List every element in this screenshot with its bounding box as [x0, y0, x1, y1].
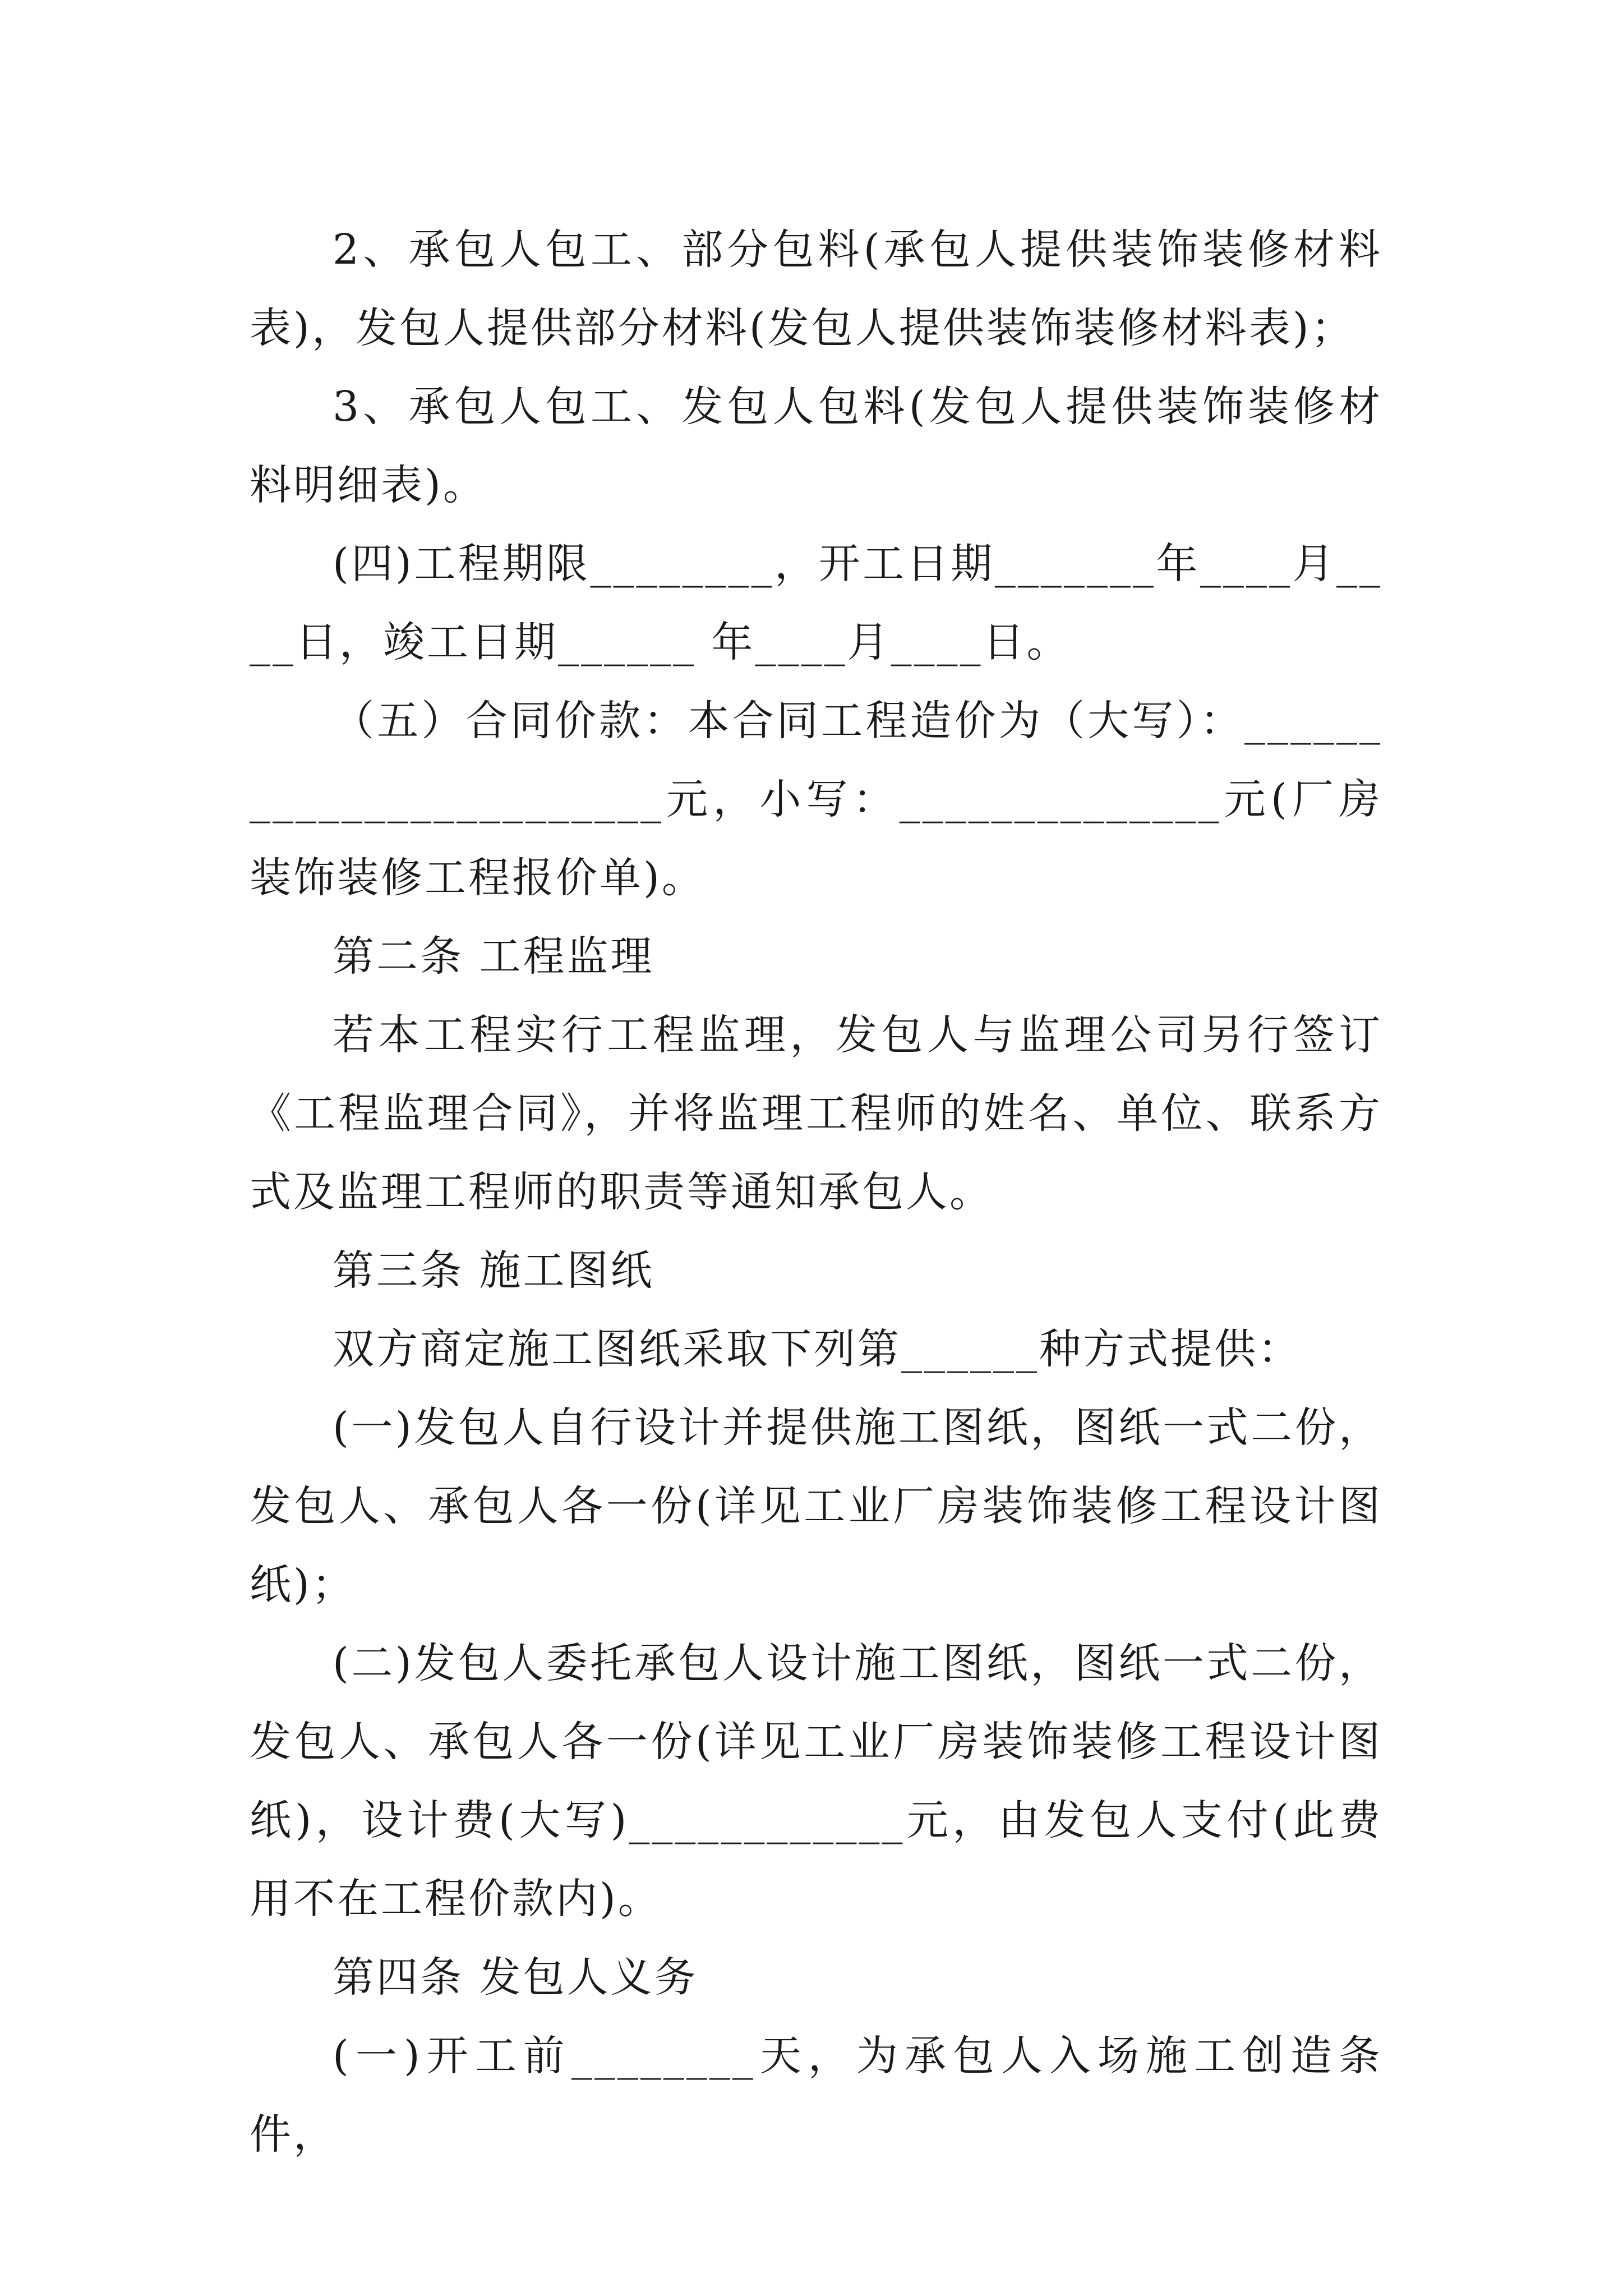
heading-article-4: 第四条 发包人义务 [333, 1953, 698, 2001]
paragraph-drawing-option-2: (二)发包人委托承包人设计施工图纸，图纸一式二份，发包人、承包人各一份(详见工业厂房装饰装修工程设计图纸)，设计费(大写)____________元，由发包人支付(此费用不在工程价款内)。 [250, 1639, 1382, 1923]
paragraph-employer-duty-1: (一)开工前________天，为承包人入场施工创造条件， [250, 2032, 1382, 2159]
document-body [250, 210, 1382, 2174]
paragraph-drawing-option-1: (一)发包人自行设计并提供施工图纸，图纸一式二份，发包人、承包人各一份(详见工业厂房装饰装修工程设计图纸)； [250, 1404, 1382, 1609]
paragraph-drawing-method: 双方商定施工图纸采取下列第______种方式提供： [333, 1325, 1302, 1373]
paragraph-material-option-2: 2、承包人包工、部分包料(承包人提供装饰装修材料表)，发包人提供部分材料(发包人提供装饰装修材料表)； [250, 226, 1382, 352]
paragraph-material-option-3: 3、承包人包工、发包人包料(发包人提供装饰装修材料明细表)。 [250, 383, 1382, 509]
paragraph-supervision: 若本工程实行工程监理，发包人与监理公司另行签订《工程监理合同》，并将监理工程师的姓名、单位、联系方式及监理工程师的职责等通知承包人。 [250, 1011, 1382, 1216]
heading-article-2: 第二条 工程监理 [333, 932, 654, 981]
paragraph-project-term: (四)工程期限________，开工日期_______年____月____日，竣工日期______ 年____月____日。 [250, 540, 1382, 666]
heading-article-3: 第三条 施工图纸 [333, 1246, 654, 1295]
paragraph-contract-price: （五）合同价款：本合同工程造价为（大写）：________________________元，小写：______________元(厂房装饰装修工程报价单)。 [250, 697, 1382, 902]
